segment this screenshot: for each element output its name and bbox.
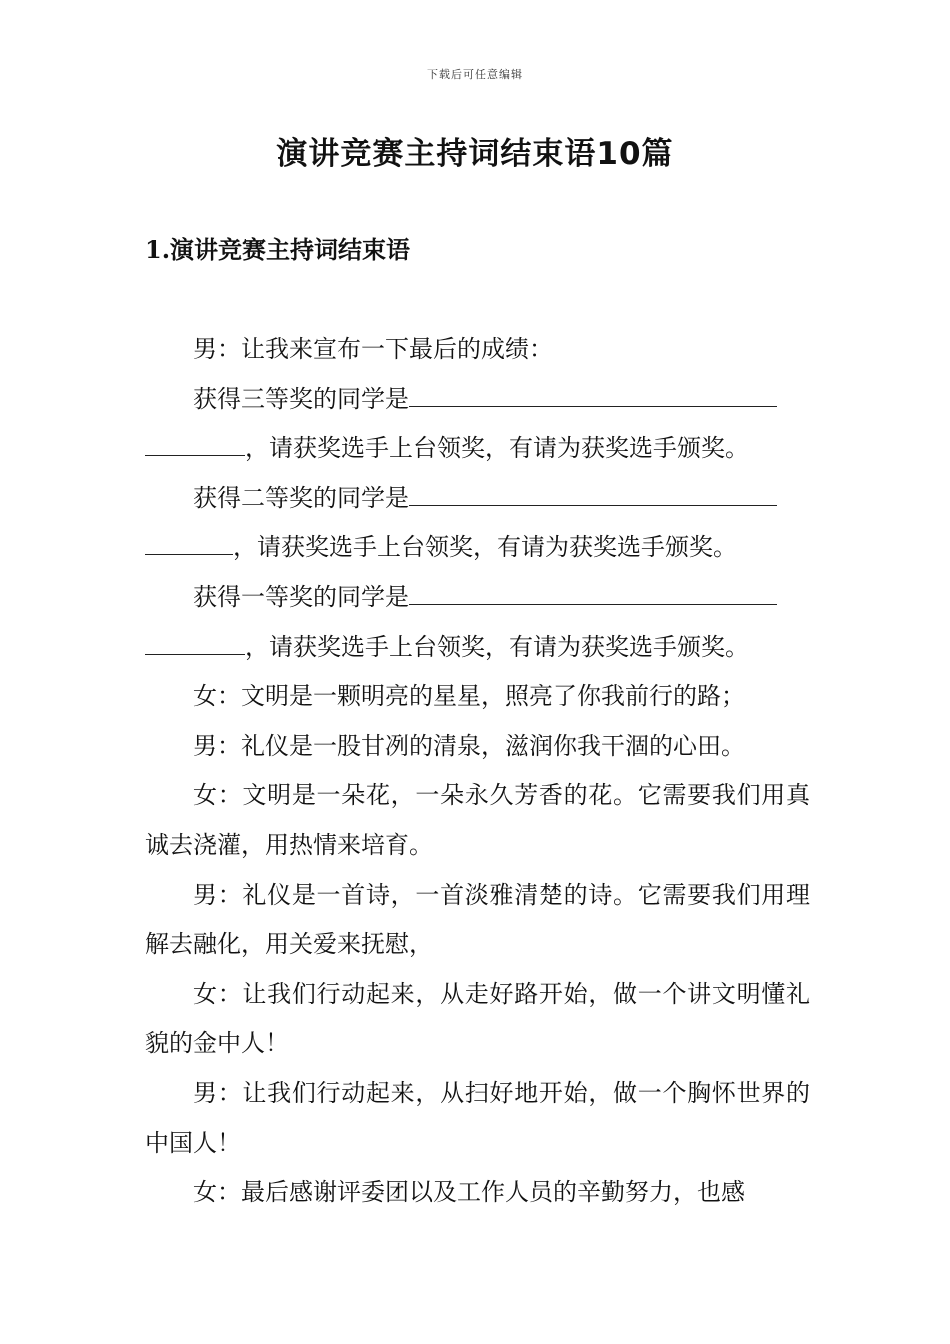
award-first bbox=[145, 573, 810, 672]
award-third-blank-cont bbox=[145, 430, 245, 456]
award-first-tail: ，请获奖选手上台领奖，有请为获奖选手颁奖。 bbox=[245, 632, 749, 661]
paragraph: 女：文明是一颗明亮的星星，照亮了你我前行的路； bbox=[193, 682, 745, 711]
award-second-blank-cont bbox=[145, 529, 233, 555]
award-second-lead: 获得二等奖的同学是 bbox=[193, 483, 409, 512]
paragraph: 女：最后感谢评委团以及工作人员的辛勤努力，也感 bbox=[193, 1178, 745, 1207]
award-second bbox=[145, 474, 810, 573]
award-third-blank bbox=[409, 380, 777, 406]
award-first-blank-cont bbox=[145, 628, 245, 654]
paragraph: 女：让我们行动起来，从走好路开始，做一个讲文明懂礼貌的金中人！ bbox=[145, 979, 810, 1058]
award-first-blank bbox=[409, 579, 777, 605]
award-third-tail: ，请获奖选手上台领奖，有请为获奖选手颁奖。 bbox=[245, 434, 749, 463]
award-first-lead: 获得一等奖的同学是 bbox=[193, 582, 409, 611]
header-note: 下载后可任意编辑 bbox=[427, 68, 523, 81]
award-third-lead: 获得三等奖的同学是 bbox=[193, 384, 409, 413]
paragraph: 男：礼仪是一首诗，一首淡雅清楚的诗。它需要我们用理解去融化，用关爱来抚慰， bbox=[145, 880, 810, 959]
document-body bbox=[145, 325, 810, 1218]
paragraph: 男：礼仪是一股甘冽的清泉，滋润你我干涸的心田。 bbox=[193, 731, 745, 760]
announce-intro: 男：让我来宣布一下最后的成绩： bbox=[193, 335, 553, 363]
document-title: 演讲竞赛主持词结束语10篇 bbox=[276, 136, 674, 172]
award-third bbox=[145, 375, 810, 474]
award-second-tail: ，请获奖选手上台领奖，有请为获奖选手颁奖。 bbox=[233, 533, 737, 562]
section-heading: 1.演讲竞赛主持词结束语 bbox=[145, 235, 411, 264]
paragraph: 女：文明是一朵花，一朵永久芳香的花。它需要我们用真诚去浇灌，用热情来培育。 bbox=[145, 781, 810, 859]
award-second-blank bbox=[409, 480, 777, 506]
paragraph: 男：让我们行动起来，从扫好地开始，做一个胸怀世界的中国人！ bbox=[145, 1078, 810, 1157]
